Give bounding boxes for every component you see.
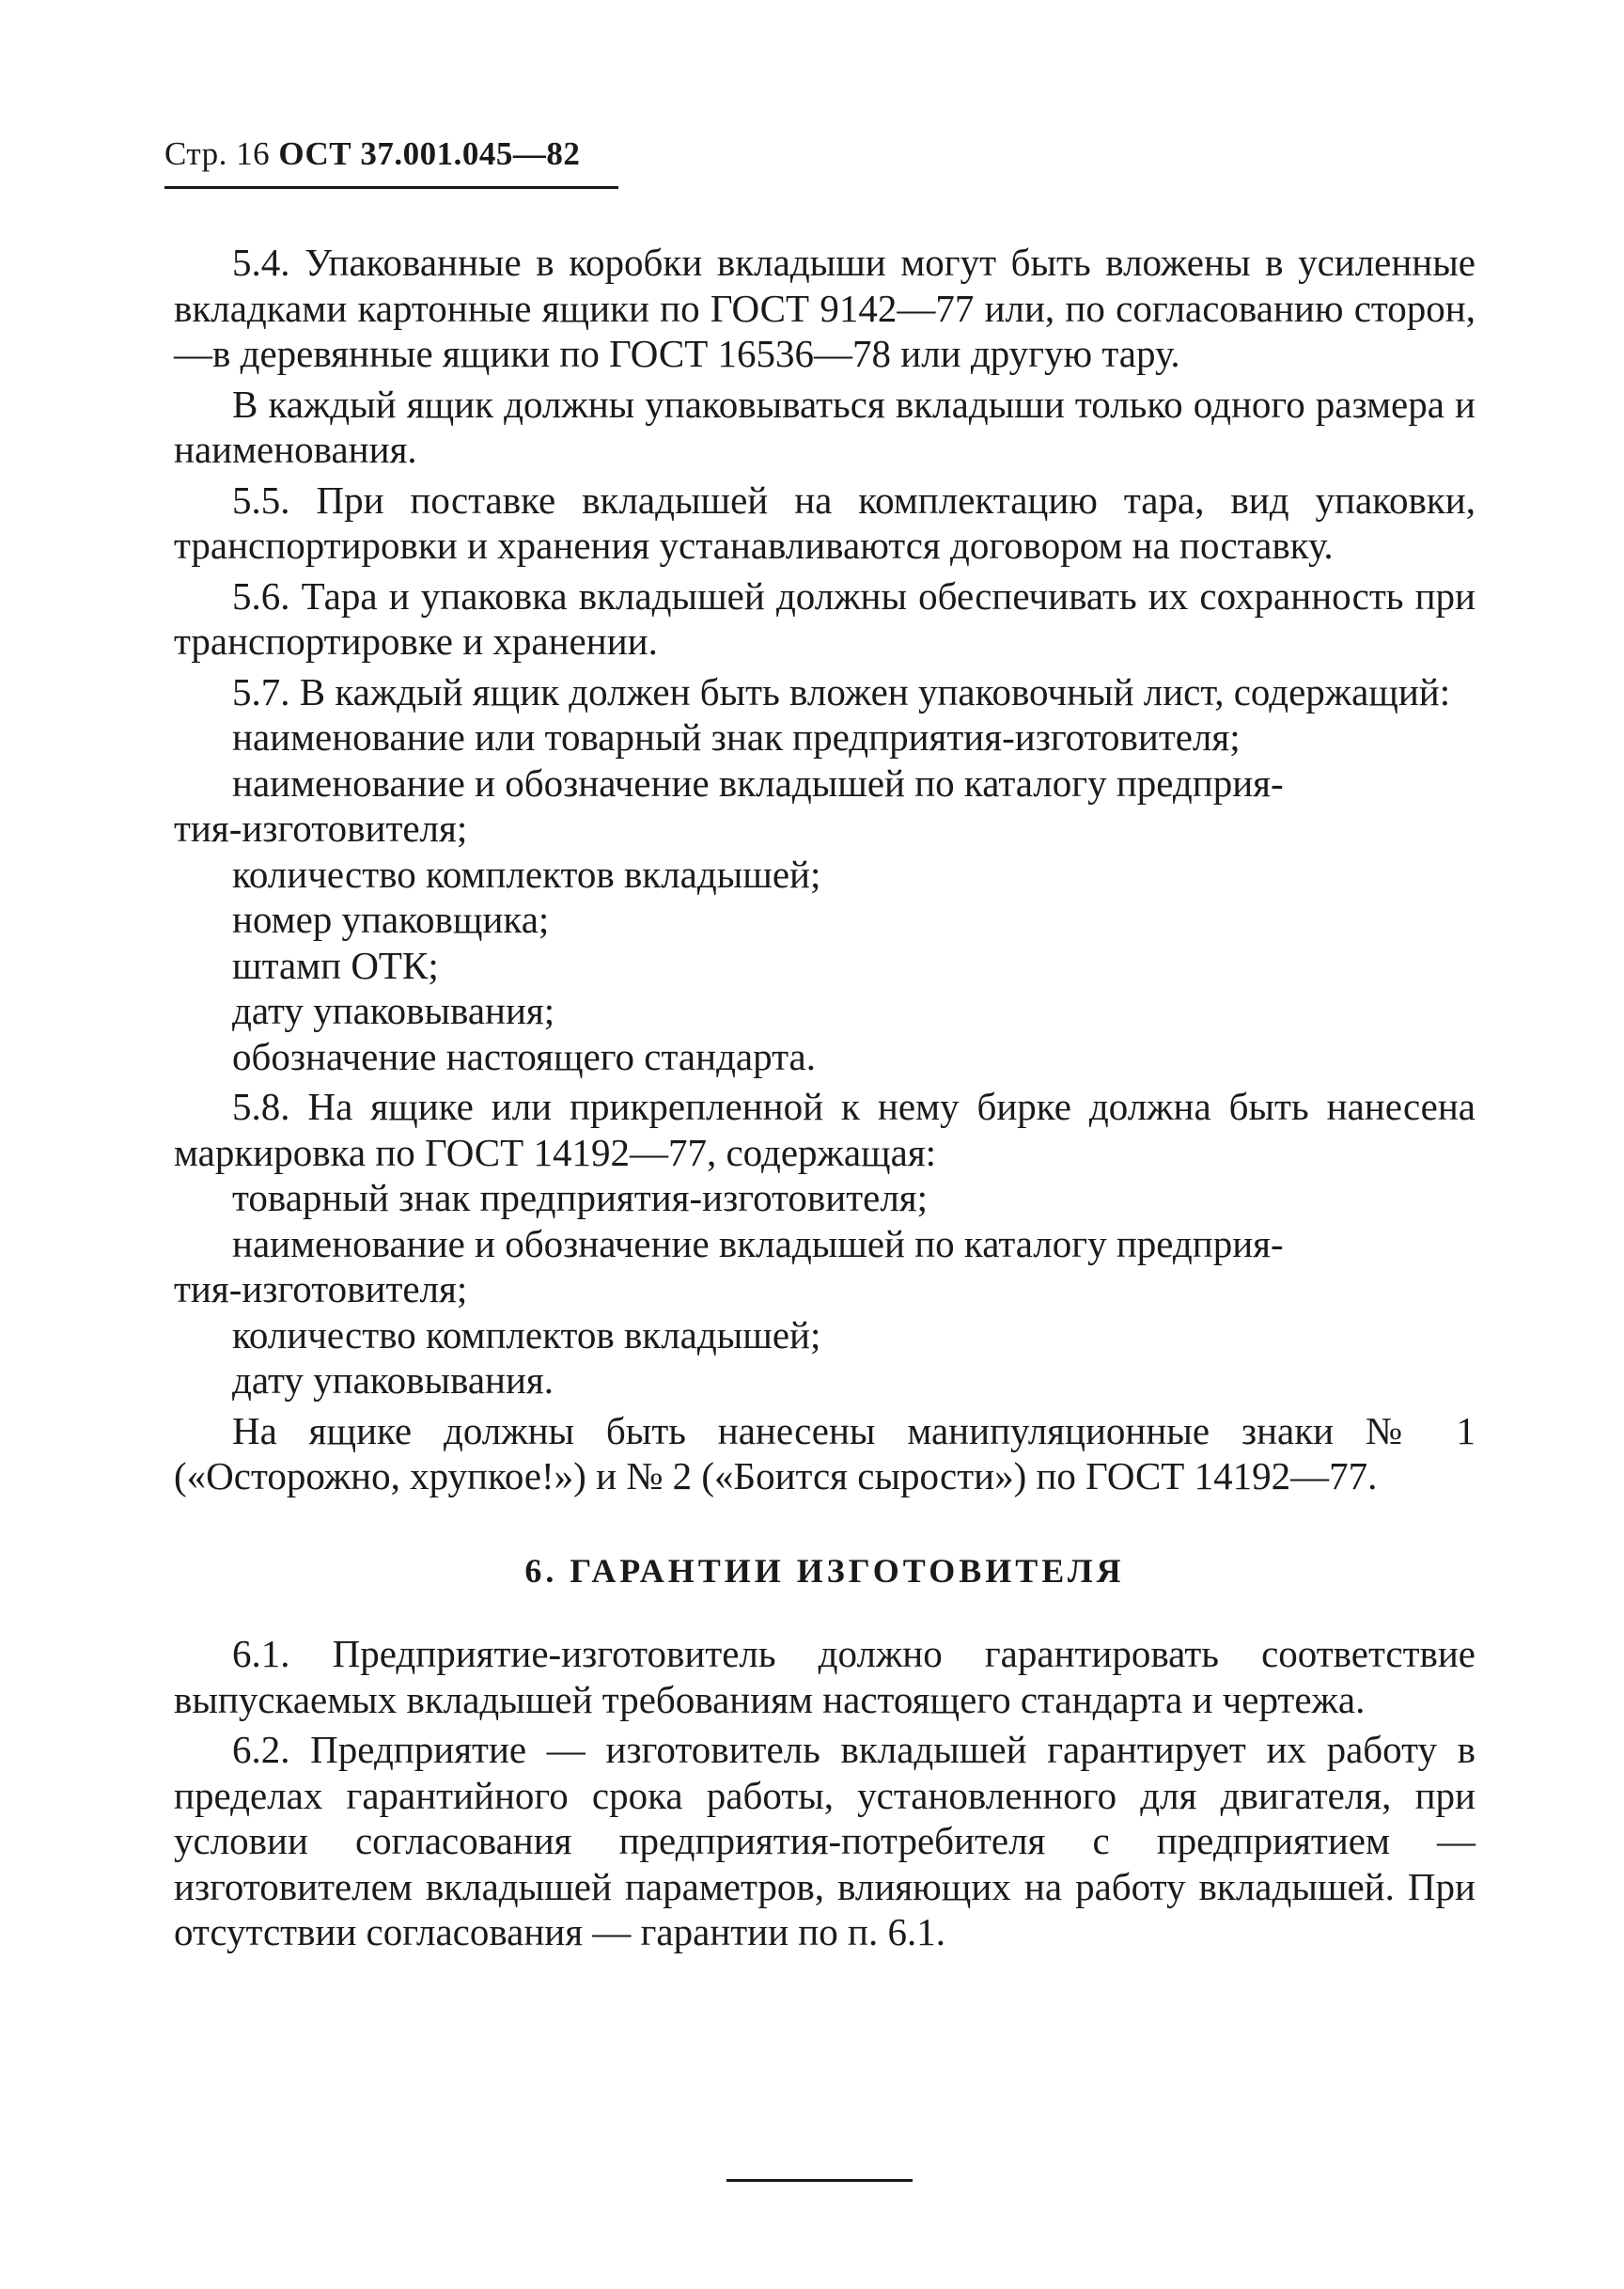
list-item: наименование или товарный знак предприятия-изготовителя; [232, 715, 1241, 759]
packing-list-items [174, 714, 1476, 1079]
list-item: дату упаковывания; [232, 989, 555, 1032]
list-item: товарный знак предприятия-изготовителя; [232, 1176, 929, 1219]
list-item: номер упаковщика; [232, 898, 550, 941]
list-item: штамп ОТК; [232, 943, 439, 987]
clause-6-1: 6.1. Предприятие-изготовитель должно гарантировать соответствие выпускаемых вкладышей требованиям настоящего стандарта и чертежа. [174, 1632, 1476, 1721]
list-item-continuation: тия-изготовителя; [174, 807, 468, 850]
clause-5-6: 5.6. Тара и упаковка вкладышей должны обеспечивать их сохранность при транспортировке и хранении. [174, 573, 1476, 663]
clause-5-4: 5.4. Упакованные в коробки вкладыши могут быть вложены в усиленные вкладками картонные ящики по ГОСТ 9142—77 или, по согласованию сторон,—в деревянные ящики по ГОСТ 16536—78 или другую тару. [174, 241, 1476, 375]
list-item: дату упаковывания. [232, 1358, 554, 1402]
list-item: обозначение настоящего стандарта. [232, 1034, 816, 1078]
clause-5-7: 5.7. В каждый ящик должен быть вложен упаковочный лист, содержащий: [232, 669, 1451, 713]
clause-5-8: 5.8. На ящике или прикрепленной к нему бирке должна быть нанесена маркировка по ГОСТ 14192—77, содержащая: [174, 1085, 1476, 1174]
list-item: наименование и обозначение вкладышей по каталогу предприя- [232, 1221, 1284, 1265]
header-rule [164, 186, 618, 189]
clause-5-4-note: В каждый ящик должны упаковываться вкладыши только одного размера и наименования. [174, 382, 1476, 471]
list-item-continuation: тия-изготовителя; [174, 1267, 468, 1310]
list-item: количество комплектов вкладышей; [232, 1312, 821, 1356]
clause-5-8-handling-signs: На ящике должны быть нанесены манипуляционные знаки № 1 («Осторожно, хрупкое!») и № 2 («Боится сырости») по ГОСТ 14192—77. [174, 1408, 1476, 1497]
footer-rule [726, 2179, 913, 2182]
clause-6-2: 6.2. Предприятие — изготовитель вкладышей гарантирует их работу в пределах гарантийного срока работы, установленного для двигателя, при условии согласования предприятия-потребителя с предприятием — изготовителем вкладышей параметров, влияющих на работу вкладышей. При отсутствии согласования — гарантии по п. 6.1. [174, 1728, 1476, 1953]
list-item: количество комплектов вкладышей; [232, 852, 821, 896]
section-heading: 6. ГАРАНТИИ ИЗГОТОВИТЕЛЯ [524, 1551, 1125, 1590]
page-header [164, 132, 616, 177]
document-code: ОСТ 37.001.045—82 [278, 135, 581, 172]
clause-5-5: 5.5. При поставке вкладышей на комплектацию тара, вид упаковки, транспортировки и хранения устанавливаются договором на поставку. [174, 478, 1476, 567]
page-number: Стр. 16 [164, 135, 271, 172]
list-item: наименование и обозначение вкладышей по каталогу предприя- [232, 760, 1284, 805]
document-body [174, 240, 1476, 1960]
marking-items [174, 1175, 1476, 1403]
